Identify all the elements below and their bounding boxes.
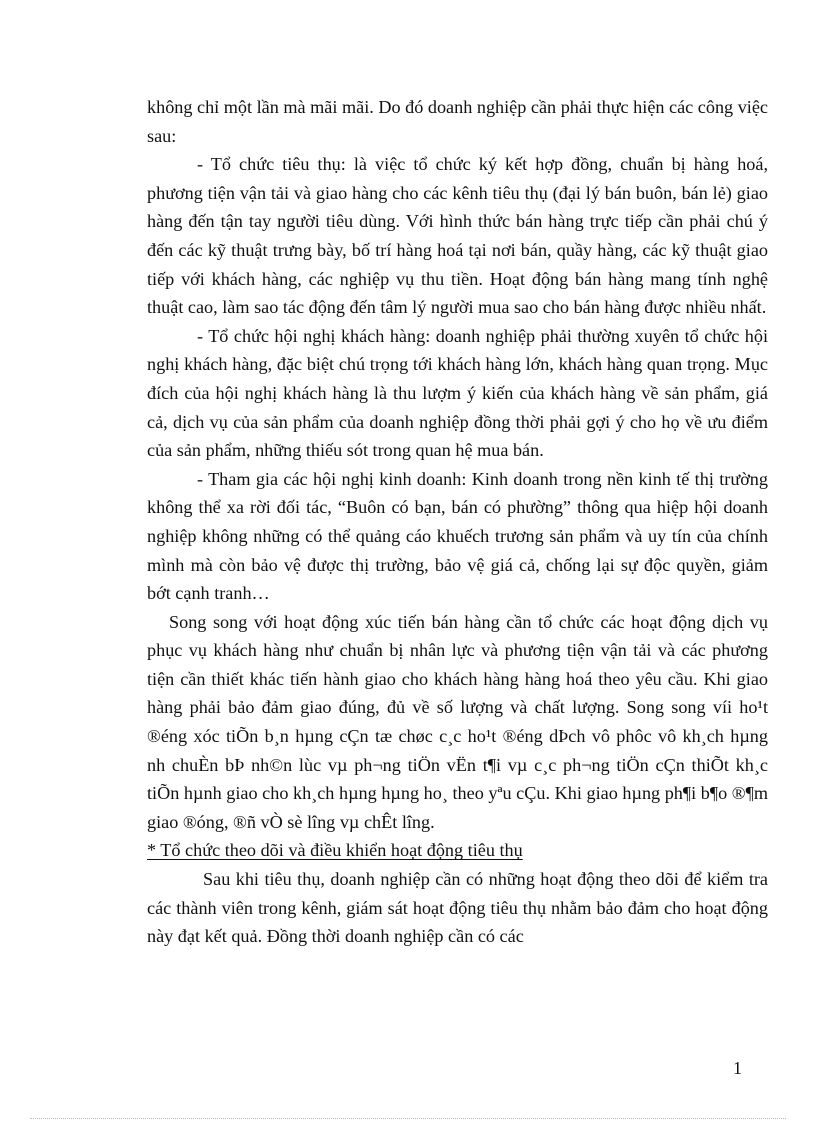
bottom-divider bbox=[30, 1118, 786, 1119]
paragraph-customer-service: Song song với hoạt động xúc tiến bán hàng cần tổ chức các hoạt động dịch vụ phục vụ khách hàng như chuẩn bị nhân lực và phương tiện vận tải và các phương tiện cần thiết khác tiến hành giao cho khách hàng hàng hoá theo yêu cầu. Khi giao hàng phải bảo đảm giao đúng, đủ về số lượng và chất lượng. Song song víi ho¹t ®éng xóc tiÕn b¸n hµng cÇn tæ chøc c¸c ho¹t ®éng dÞch vô phôc vô kh¸ch hµng nh chuÈn bÞ nh©n lùc vµ ph¬ng tiÖn vËn t¶i vµ c¸c ph¬ng tiÖn cÇn thiÕt kh¸c tiÕn hµnh giao cho kh¸ch hµng hµng ho¸ theo yªu cÇu. Khi giao hµng ph¶i b¶o ®¶m giao ®óng, ®ñ vÒ sè lîng vµ chÊt lîng. bbox=[147, 611, 768, 832]
paragraph-business-conference: - Tham gia các hội nghị kinh doanh: Kinh doanh trong nền kinh tế thị trường không thể xa rời đối tác, “Buôn có bạn, bán có phường” thông qua hiệp hội doanh nghiệp không những có thể quảng cáo khuếch trương sản phẩm và uy tín của chính mình mà còn bảo vệ được thị trường, bảo vệ giá cả, chống lại sự độc quyền, giảm bớt cạnh tranh… bbox=[147, 468, 768, 604]
paragraph-monitoring: Sau khi tiêu thụ, doanh nghiệp cần có những hoạt động theo dõi để kiểm tra các thành viên trong kênh, giám sát hoạt động tiêu thụ nhằm bảo đảm cho hoạt động này đạt kết quả. Đồng thời doanh nghiệp cần có các bbox=[147, 869, 768, 947]
section-heading: * Tổ chức theo dõi và điều khiển hoạt động tiêu thụ bbox=[147, 840, 523, 861]
document-page bbox=[147, 93, 768, 951]
paragraph-customer-conference: - Tổ chức hội nghị khách hàng: doanh nghiệp phải thường xuyên tổ chức hội nghị khách hàng, đặc biệt chú trọng tới khách hàng lớn, khách hàng quan trọng. Mục đích của hội nghị khách hàng là thu lượm ý kiến của khách hàng về sản phẩm, giá cả, dịch vụ của sản phẩm của doanh nghiệp đồng thời phải gợi ý cho họ về ưu điểm của sản phẩm, những thiếu sót trong quan hệ mua bán. bbox=[147, 325, 768, 461]
page-number: 1 bbox=[733, 1058, 742, 1078]
paragraph-sales-organization: - Tổ chức tiêu thụ: là việc tổ chức ký kết hợp đồng, chuẩn bị hàng hoá, phương tiện vận tải và giao hàng cho các kênh tiêu thụ (đại lý bán buôn, bán lẻ) giao hàng đến tận tay người tiêu dùng. Với hình thức bán hàng trực tiếp cần phải chú ý đến các kỹ thuật trưng bày, bố trí hàng hoá tại nơi bán, quầy hàng, các kỹ thuật giao tiếp với khách hàng, các nghiệp vụ thu tiền. Hoạt động bán hàng mang tính nghệ thuật cao, làm sao tác động đến tâm lý người mua sao cho bán hàng được nhiều nhất. bbox=[147, 154, 768, 318]
paragraph-intro: không chỉ một lần mà mãi mãi. Do đó doanh nghiệp cần phải thực hiện các công việc sau: bbox=[147, 97, 768, 146]
